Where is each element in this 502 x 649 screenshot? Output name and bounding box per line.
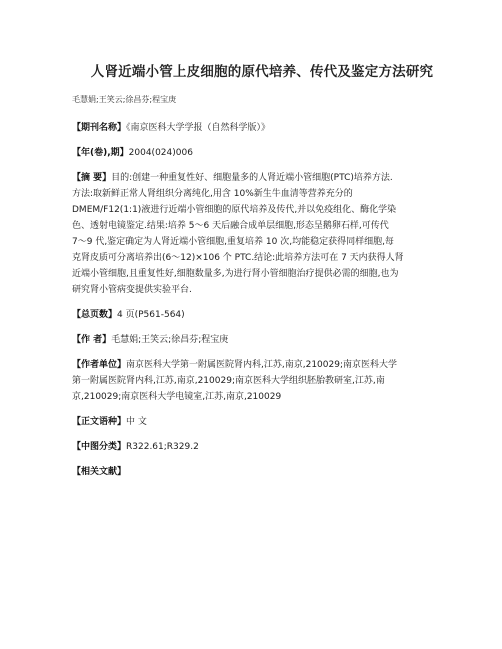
year-issue-label: 【年(卷),期】: [72, 148, 129, 158]
affiliation-line-3: 京,210029;南京医科大学电镜室,江苏,南京,210029: [72, 392, 282, 402]
language-field: [72, 414, 462, 430]
abstract-field: [72, 170, 462, 298]
journal-value: 《南京医科大学学报（自然科学版）》: [126, 123, 271, 133]
authors-field: [72, 332, 462, 348]
related-field: [72, 464, 462, 480]
authors-line: 毛慧娟;王笑云;徐昌芬;程宝庚: [72, 95, 177, 104]
abstract-line-2: 方法:取新鲜正常人肾组织分离纯化,用含 10%新生牛血清等营养充分的: [72, 189, 353, 199]
abstract-line-3: DMEM/F12(1:1)液进行近端小管细胞的原代培养及传代,并以免疫组化、酶化学染: [72, 205, 397, 215]
year-issue-field: [72, 145, 462, 161]
language-value: 中 文: [126, 417, 147, 427]
pages-label: 【总页数】: [72, 310, 118, 320]
language-label: 【正文语种】: [72, 417, 127, 427]
year-issue-value: 2004(024)006: [128, 148, 193, 158]
affiliation-label: 【作者单位】: [72, 360, 127, 370]
affiliation-text: 南京医科大学第一附属医院肾内科,江苏,南京,210029;南京医科大学: [126, 360, 397, 370]
abstract-line-8: 研究肾小管病变提供实验平台.: [72, 285, 192, 295]
abstract-line-4: 色、透射电镜鉴定.结果:培养 5～6 天后融合成单层细胞,形态呈鹅卵石样,可传代: [72, 221, 389, 231]
classification-value: R322.61;R329.2: [126, 442, 199, 452]
abstract-line-7: 近端小管细胞,且重复性好,细胞数量多,为进行肾小管细胞治疗提供必需的细胞,也为: [72, 269, 399, 279]
pages-value: 4 页(P561-564): [117, 310, 185, 320]
abstract-line-1: [72, 170, 462, 186]
pages-field: [72, 307, 462, 323]
affiliation-line-1: [72, 357, 462, 373]
journal-field: [72, 120, 462, 136]
abstract-text: 目的:创建一种重复性好、细胞量多的人肾近端小管细胞(PTC)培养方法.: [111, 173, 393, 183]
affiliation-line-2: 第一附属医院肾内科,江苏,南京,210029;南京医科大学组织胚胎教研室,江苏,南: [72, 376, 385, 386]
journal-label: 【期刊名称】: [72, 123, 127, 133]
classification-label: 【中图分类】: [72, 442, 127, 452]
abstract-line-5: 7～9 代,鉴定确定为人肾近端小管细胞,重复培养 10 次,均能稳定获得同样细胞,每: [72, 237, 394, 247]
related-label: 【相关文献】: [72, 467, 127, 477]
classification-field: [72, 439, 462, 455]
abstract-line-6: 克肾皮质可分离培养出(6～12)×106 个 PTC.结论:此培养方法可在 7 天内获得人肾: [72, 253, 404, 263]
authors-label: 【作 者】: [72, 335, 112, 345]
authors-value: 毛慧娟;王笑云;徐昌芬;程宝庚: [111, 335, 229, 345]
affiliation-field: [72, 357, 462, 405]
abstract-label: 【摘 要】: [72, 173, 112, 183]
document-title: 人肾近端小管上皮细胞的原代培养、传代及鉴定方法研究: [90, 64, 434, 80]
